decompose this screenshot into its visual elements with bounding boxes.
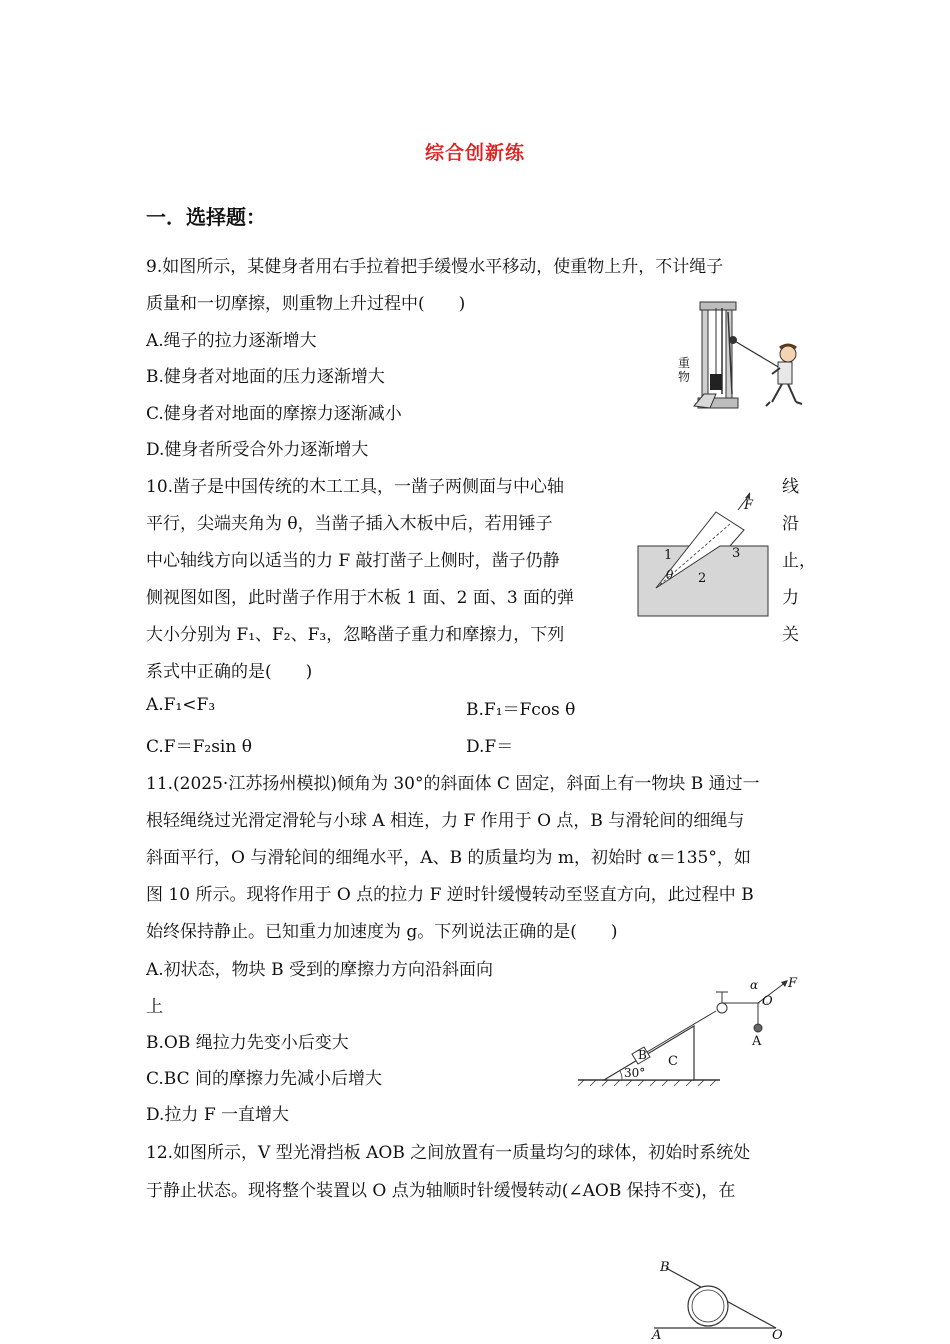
q12-figure-label-A: A	[652, 1328, 662, 1343]
q10-stem-right2: 沿	[782, 514, 799, 534]
q11-option-a-line2: 上	[146, 997, 163, 1017]
page-title: 综合创新练	[424, 142, 525, 164]
q9-figure-gym-machine	[676, 298, 806, 418]
q11-stem-line1: 11.(2025·江苏扬州模拟)倾角为 30°的斜面体 C 固定，斜面上有一物块 B 通过一	[146, 774, 760, 794]
q11-stem-line2: 根轻绳绕过光滑定滑轮与小球 A 相连，力 F 作用于 O 点，B 与滑轮间的细绳与	[146, 811, 745, 831]
q12-figure-label-B: B	[660, 1260, 670, 1275]
q10-stem-line6: 系式中正确的是( )	[146, 662, 313, 682]
q10-stem-line3: 中心轴线方向以适当的力 F 敲打凿子上侧时，凿子仍静	[146, 551, 560, 571]
q9-option-b: B.健身者对地面的压力逐渐增大	[146, 367, 385, 387]
q10-figure-label-2: 2	[698, 571, 707, 586]
q10-stem-right3: 止，	[782, 551, 816, 571]
q10-option-d: D.F＝	[466, 737, 514, 757]
q10-figure-chisel	[634, 488, 774, 620]
q12-stem-line2: 于静止状态。现将整个装置以 O 点为轴顺时针缓慢转动(∠AOB 保持不变)，在	[146, 1181, 736, 1201]
q11-figure-label-O: O	[762, 994, 773, 1009]
q12-figure-label-O: O	[772, 1328, 783, 1343]
q10-stem-right5: 关	[782, 625, 799, 645]
q10-figure-label-1: 1	[664, 548, 673, 563]
q11-figure-label-B: B	[638, 1048, 647, 1062]
q11-stem-line4: 图 10 所示。现将作用于 O 点的拉力 F 逆时针缓慢转动至竖直方向，此过程中 B	[146, 885, 754, 905]
q10-figure-label-3: 3	[732, 546, 741, 561]
q10-stem-right1: 线	[782, 477, 799, 497]
q11-stem-line3: 斜面平行，O 与滑轮间的细绳水平，A、B 的质量均为 m，初始时 α＝135°，如	[146, 848, 751, 868]
q10-stem-line4: 侧视图如图，此时凿子作用于木板 1 面、2 面、3 面的弹	[146, 588, 575, 608]
q10-option-b: B.F₁＝Fcos θ	[466, 700, 576, 720]
q10-stem-line5: 大小分别为 F₁、F₂、F₃，忽略凿子重力和摩擦力，下列	[146, 625, 565, 645]
q11-option-c: C.BC 间的摩擦力先减小后增大	[146, 1069, 383, 1089]
q10-stem-right4: 力	[782, 588, 799, 608]
q10-stem-line2: 平行，尖端夹角为 θ，当凿子插入木板中后，若用锤子	[146, 514, 553, 534]
q9-stem-line2: 质量和一切摩擦，则重物上升过程中( )	[146, 294, 466, 314]
q10-figure-label-F: F	[744, 498, 754, 513]
q11-option-d: D.拉力 F 一直增大	[146, 1105, 290, 1125]
q11-figure-label-F: F	[788, 976, 798, 991]
q11-figure-label-angle: 30°	[624, 1066, 646, 1080]
q10-option-a: A.F₁<F₃	[146, 695, 216, 715]
q10-figure-label-theta: θ	[666, 568, 674, 582]
q9-option-a: A.绳子的拉力逐渐增大	[146, 331, 317, 351]
section-heading: 一．选择题：	[146, 205, 266, 229]
q12-stem-line1: 12.如图所示，V 型光滑挡板 AOB 之间放置有一质量均匀的球体，初始时系统处	[146, 1143, 751, 1163]
q11-figure-label-C: C	[668, 1054, 678, 1069]
q11-option-a-line1: A.初状态，物块 B 受到的摩擦力方向沿斜面向	[146, 960, 493, 980]
q10-option-c: C.F＝F₂sin θ	[146, 737, 252, 757]
q11-figure-incline	[574, 974, 806, 1088]
q12-figure-v-board	[650, 1262, 800, 1344]
q9-figure-label: 重物	[678, 356, 691, 384]
q11-figure-label-alpha: α	[750, 978, 759, 992]
q11-figure-label-A: A	[752, 1034, 762, 1049]
q9-option-c: C.健身者对地面的摩擦力逐渐减小	[146, 404, 402, 424]
q11-stem-line5: 始终保持静止。已知重力加速度为 g。下列说法正确的是( )	[146, 922, 618, 942]
q9-stem-line1: 9.如图所示，某健身者用右手拉着把手缓慢水平移动，使重物上升，不计绳子	[146, 257, 724, 277]
q11-option-b: B.OB 绳拉力先变小后变大	[146, 1033, 349, 1053]
q9-option-d: D.健身者所受合外力逐渐增大	[146, 440, 369, 460]
q10-stem-line1: 10.凿子是中国传统的木工工具，一凿子两侧面与中心轴	[146, 477, 565, 497]
